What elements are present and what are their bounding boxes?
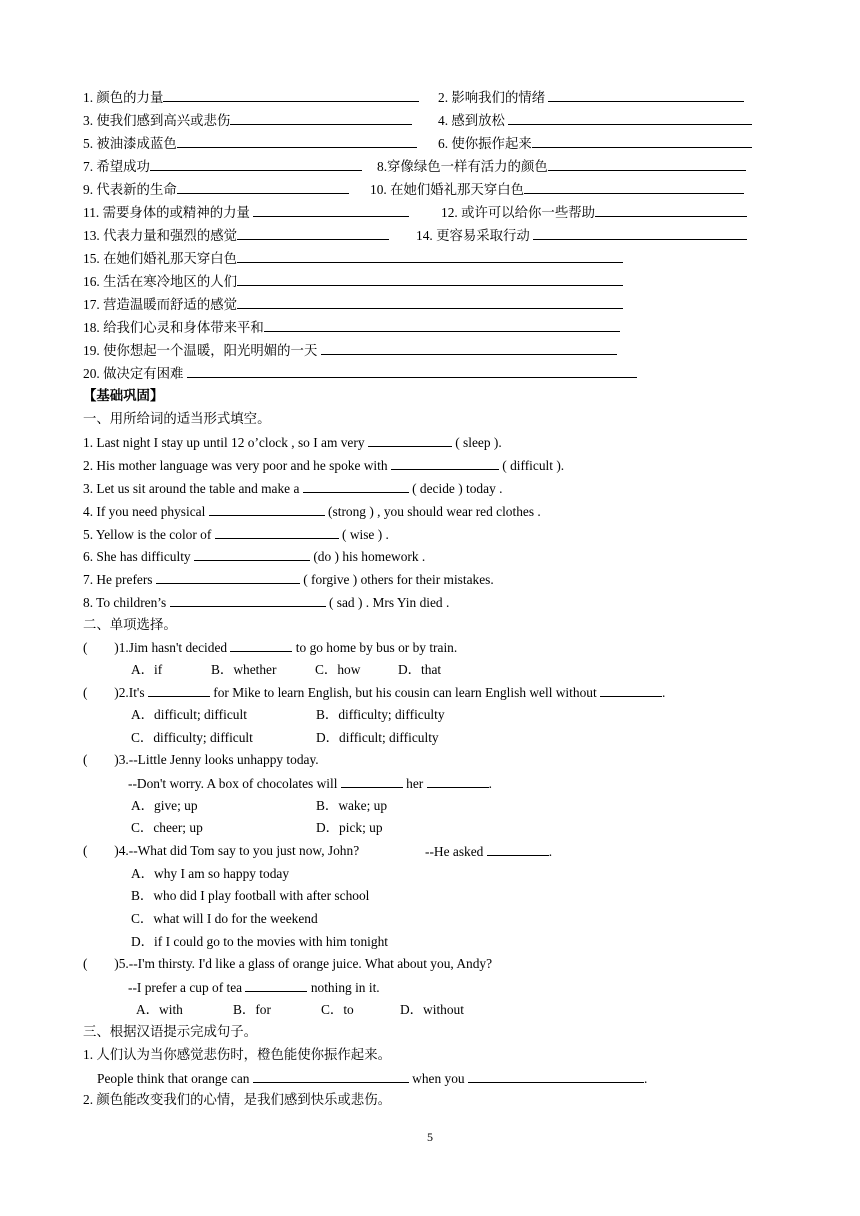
vocab-item: 4. 感到放松 xyxy=(438,111,752,129)
mc-question: ( )4.--What did Tom say to you just now, John? xyxy=(83,843,360,858)
page-number: 5 xyxy=(427,1130,433,1144)
vocab-item: 20. 做决定有困难 xyxy=(83,364,637,382)
vocab-item: 14. 更容易采取行动 xyxy=(416,226,747,244)
mc-question-line: --I prefer a cup of tea nothing in it. xyxy=(128,980,380,995)
mc-option: A．difficult; difficult xyxy=(131,707,247,722)
vocab-item: 17. 营造温暖而舒适的感觉 xyxy=(83,295,623,313)
mc-option: C．cheer; up xyxy=(131,820,203,835)
fill-item: 7. He prefers ( forgive ) others for their mistakes. xyxy=(83,572,494,587)
vocab-item: 2. 影响我们的情绪 xyxy=(438,88,744,106)
fill-item: 5. Yellow is the color of ( wise ) . xyxy=(83,527,389,542)
mc-option: C．difficulty; difficult xyxy=(131,730,253,745)
vocab-item: 19. 使你想起一个温暖，阳光明媚的一天 xyxy=(83,341,617,359)
mc-question: ( )2.It's for Mike to learn English, but his cousin can learn English well without . xyxy=(83,685,666,700)
mc-question: ( )1.Jim hasn't decided to go home by bus or by train. xyxy=(83,640,458,655)
mc-option: A．with xyxy=(136,1002,183,1017)
vocab-item: 3. 使我们感到高兴或悲伤 xyxy=(83,111,412,129)
section-heading: 【基础巩固】 xyxy=(83,388,164,403)
vocab-item: 5. 被油漆成蓝色 xyxy=(83,134,417,152)
fill-item: 8. To children’s ( sad ) . Mrs Yin died . xyxy=(83,595,450,610)
mc-option: B．wake; up xyxy=(316,798,388,813)
vocab-item: 1. 颜色的力量 xyxy=(83,88,419,106)
mc-option: D．that xyxy=(398,662,442,677)
vocab-item: 18. 给我们心灵和身体带来平和 xyxy=(83,318,620,336)
mc-option: B．whether xyxy=(211,662,277,677)
fill-item: 6. She has difficulty (do ) his homework . xyxy=(83,549,426,564)
mc-question-line: --He asked . xyxy=(425,844,553,859)
fill-item: 3. Let us sit around the table and make a ( decide ) today . xyxy=(83,481,503,496)
fill-item: 1. Last night I stay up until 12 o’clock , so I am very ( sleep ). xyxy=(83,435,502,450)
mc-question: ( )5.--I'm thirsty. I'd like a glass of orange juice. What about you, Andy? xyxy=(83,956,493,971)
fill-item: 4. If you need physical (strong ) , you should wear red clothes . xyxy=(83,504,541,519)
part3-heading: 三、根据汉语提示完成句子。 xyxy=(83,1024,258,1039)
mc-option: B．who did I play football with after school xyxy=(131,888,370,903)
vocab-item: 9. 代表新的生命 xyxy=(83,180,349,198)
vocab-item: 13. 代表力量和强烈的感觉 xyxy=(83,226,389,244)
mc-option: D．pick; up xyxy=(316,820,383,835)
vocab-item: 7. 希望成功 xyxy=(83,157,362,175)
mc-option: C．what will I do for the weekend xyxy=(131,911,318,926)
mc-option: D．difficult; difficulty xyxy=(316,730,439,745)
mc-option: D．without xyxy=(400,1002,464,1017)
mc-option: D．if I could go to the movies with him tonight xyxy=(131,934,389,949)
fill-item: 2. His mother language was very poor and he spoke with ( difficult ). xyxy=(83,458,565,473)
part2-heading: 二、单项选择。 xyxy=(83,617,177,632)
translation-answer: People think that orange can when you . xyxy=(97,1071,648,1086)
vocab-item: 16. 生活在寒冷地区的人们 xyxy=(83,272,623,290)
vocab-item: 8.穿像绿色一样有活力的颜色 xyxy=(377,157,746,175)
vocab-item: 11. 需要身体的或精神的力量 xyxy=(83,203,409,221)
mc-option: A．why I am so happy today xyxy=(131,866,290,881)
translation-item: 2. 颜色能改变我们的心情，是我们感到快乐或悲伤。 xyxy=(83,1092,391,1107)
mc-option: C．how xyxy=(315,662,361,677)
mc-question: ( )3.--Little Jenny looks unhappy today. xyxy=(83,752,319,767)
vocab-item: 12. 或许可以给你一些帮助 xyxy=(441,203,747,221)
vocab-item: 15. 在她们婚礼那天穿白色 xyxy=(83,249,623,267)
mc-option: B．difficulty; difficulty xyxy=(316,707,445,722)
vocab-item: 10. 在她们婚礼那天穿白色 xyxy=(370,180,744,198)
part1-heading: 一、用所给词的适当形式填空。 xyxy=(83,411,271,426)
mc-question-line: --Don't worry. A box of chocolates will her . xyxy=(128,776,492,791)
mc-option: A．if xyxy=(131,662,163,677)
mc-option: B．for xyxy=(233,1002,271,1017)
vocab-item: 6. 使你振作起来 xyxy=(438,134,752,152)
mc-option: C．to xyxy=(321,1002,354,1017)
mc-option: A．give; up xyxy=(131,798,198,813)
translation-item: 1. 人们认为当你感觉悲伤时，橙色能使你振作起来。 xyxy=(83,1047,391,1062)
